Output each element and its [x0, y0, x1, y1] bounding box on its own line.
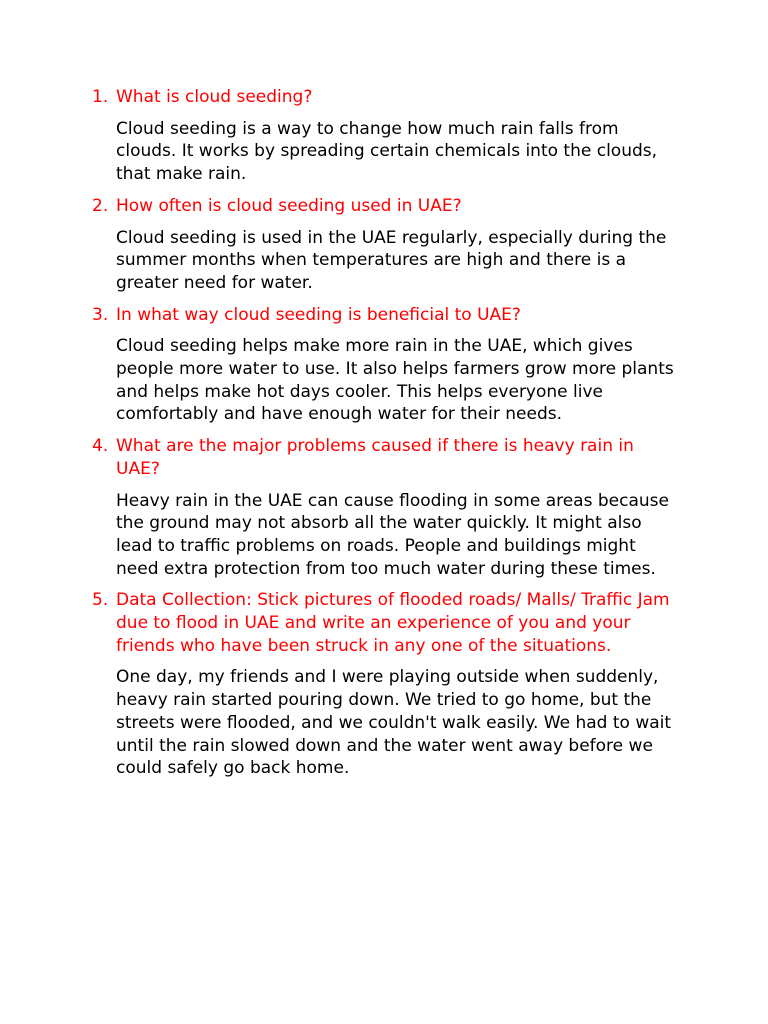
answer-1: Cloud seeding is a way to change how much rain falls from clouds. It works by spreading certain chemicals into the clouds, that make rain. [116, 118, 658, 185]
question-number: 2. [92, 195, 109, 216]
question-text: How often is cloud seeding used in UAE? [116, 195, 462, 216]
question-number: 4. [92, 436, 109, 457]
question-4 [92, 435, 682, 480]
question-text: What are the major problems caused if there is heavy rain in UAE? [116, 436, 634, 479]
question-1 [92, 86, 682, 109]
qa-item-2 [92, 195, 682, 295]
answer-3: Cloud seeding helps make more rain in the UAE, which gives people more water to use. It also helps farmers grow more plants and helps make hot days cooler. This helps everyone live comfortably and have enough water for their needs. [116, 336, 674, 425]
question-3 [92, 304, 682, 327]
qa-item-5 [92, 589, 682, 780]
question-2 [92, 195, 682, 218]
question-text: In what way cloud seeding is beneficial to UAE? [116, 304, 521, 325]
question-answer-list [92, 86, 682, 789]
question-number: 5. [92, 590, 109, 611]
qa-item-3 [92, 304, 682, 427]
question-text: Data Collection: Stick pictures of flooded roads/ Malls/ Traffic Jam due to flood in UAE and write an experience of you and your friends who have been struck in any one of the situations. [116, 590, 670, 656]
question-5 [92, 589, 682, 657]
qa-item-4 [92, 435, 682, 580]
question-text: What is cloud seeding? [116, 87, 313, 107]
answer-5: One day, my friends and I were playing outside when suddenly, heavy rain started pouring down. We tried to go home, but the streets were flooded, and we couldn't walk easily. We had to wait until the rain slowed down and the water went away before we could safely go back home. [116, 667, 672, 779]
answer-2: Cloud seeding is used in the UAE regularly, especially during the summer months when temperatures are high and there is a greater need for water. [116, 227, 667, 293]
answer-4: Heavy rain in the UAE can cause flooding in some areas because the ground may not absorb all the water quickly. It might also lead to traffic problems on roads. People and buildings might need extra protection from too much water during these times. [116, 490, 669, 579]
qa-item-1 [92, 86, 682, 186]
question-number: 3. [92, 304, 109, 325]
question-number: 1. [92, 87, 109, 107]
